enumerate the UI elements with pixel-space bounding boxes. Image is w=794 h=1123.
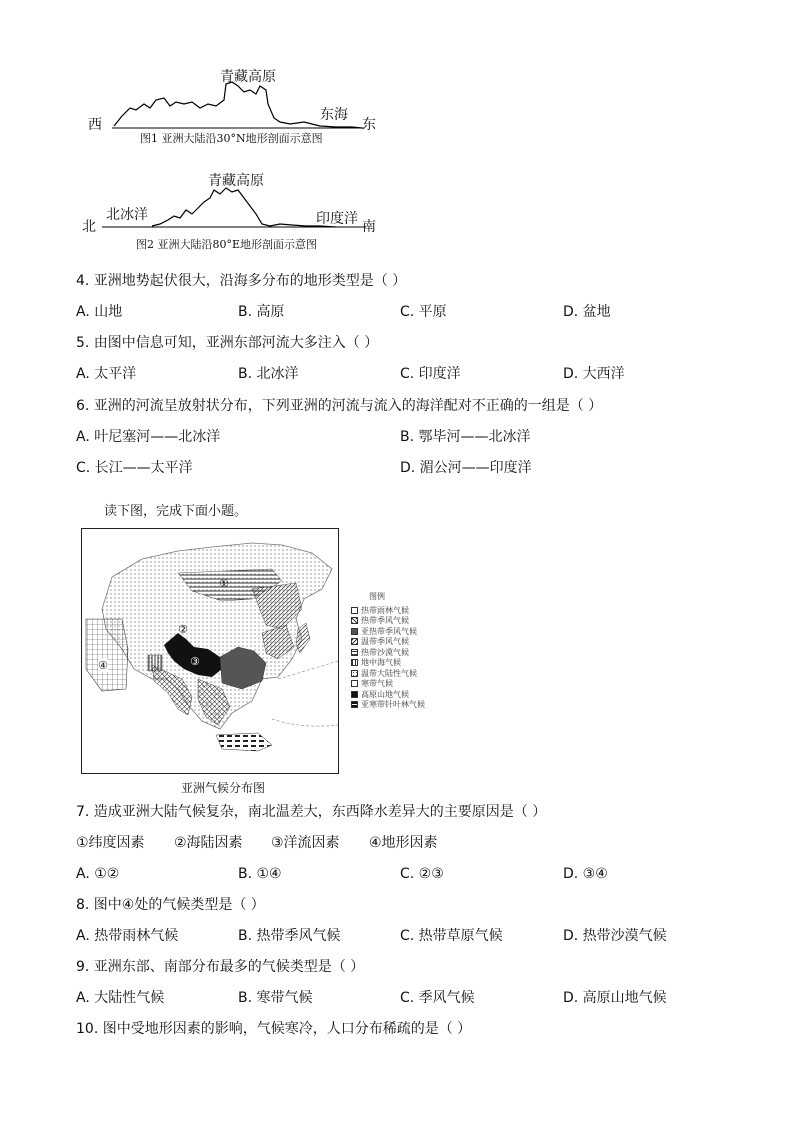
map-marker-2: ② xyxy=(178,623,188,636)
option-a: A. 叶尼塞河——北冰洋 xyxy=(76,429,221,445)
legend-swatch xyxy=(351,638,358,645)
legend-item: 温带大陆性气候 xyxy=(351,668,441,679)
option-c: C. 长江——太平洋 xyxy=(76,460,193,476)
option-a: A. ①② xyxy=(76,866,120,882)
legend-swatch xyxy=(351,670,358,677)
legend-item: 高原山地气候 xyxy=(351,689,441,700)
factor-4: ④地形因素 xyxy=(369,835,438,851)
option-d: D. 热带沙漠气候 xyxy=(563,928,667,944)
legend-item: 亚热带季风气候 xyxy=(351,626,441,637)
legend-item: 温带季风气候 xyxy=(351,637,441,648)
option-a: A. 太平洋 xyxy=(76,366,137,382)
map-marker-4: ④ xyxy=(98,659,108,672)
map-legend xyxy=(351,591,441,710)
map-intro: 读下图，完成下面小题。 xyxy=(104,504,248,519)
option-d: D. 盆地 xyxy=(563,304,611,320)
option-c: C. ②③ xyxy=(400,866,444,882)
option-b: B. 鄂毕河——北冰洋 xyxy=(400,429,531,445)
legend-item: 亚寒带针叶林气候 xyxy=(351,700,441,711)
option-d: D. 大西洋 xyxy=(563,366,625,382)
legend-swatch xyxy=(351,628,358,635)
profile-2-indian-label: 印度洋 xyxy=(316,211,358,227)
legend-item: 地中海气候 xyxy=(351,658,441,669)
profile-figure-2 xyxy=(80,170,384,254)
profile-1-peak-label: 青藏高原 xyxy=(220,69,276,85)
question-stem: 5. 由图中信息可知，亚洲东部河流大多注入（ ） xyxy=(76,335,379,351)
question-stem: 9. 亚洲东部、南部分布最多的气候类型是（ ） xyxy=(76,959,365,975)
legend-swatch xyxy=(351,680,358,687)
option-b: B. ①④ xyxy=(238,866,282,882)
factor-3: ③洋流因素 xyxy=(271,835,340,851)
map-marker-3: ③ xyxy=(190,655,200,668)
legend-item: 热带雨林气候 xyxy=(351,605,441,616)
climate-map xyxy=(81,528,339,774)
option-c: C. 季风气候 xyxy=(400,990,475,1006)
option-b: B. 高原 xyxy=(238,304,285,320)
legend-swatch xyxy=(351,649,358,656)
question-stem: 10. 图中受地形因素的影响，气候寒冷，人口分布稀疏的是（ ） xyxy=(76,1021,472,1037)
option-a: A. 大陆性气候 xyxy=(76,990,165,1006)
legend-swatch xyxy=(351,617,358,624)
profile-2-caption: 图2 亚洲大陆沿80°E地形剖面示意图 xyxy=(136,238,318,251)
option-c: C. 热带草原气候 xyxy=(400,928,503,944)
legend-item: 热带沙漠气候 xyxy=(351,647,441,658)
profile-2-north-label: 北 xyxy=(82,219,96,235)
legend-swatch xyxy=(351,607,358,614)
option-d: D. ③④ xyxy=(563,866,608,882)
profile-1-east-label: 东 xyxy=(362,117,376,133)
option-c: C. 平原 xyxy=(400,304,447,320)
legend-item: 寒带气候 xyxy=(351,679,441,690)
legend-item: 热带季风气候 xyxy=(351,616,441,627)
legend-swatch xyxy=(351,691,358,698)
profile-2-peak-label: 青藏高原 xyxy=(208,173,264,189)
legend-swatch xyxy=(351,659,358,666)
profile-2-arctic-label: 北冰洋 xyxy=(106,207,148,223)
question-stem: 8. 图中④处的气候类型是（ ） xyxy=(76,897,265,913)
map-marker-1: ① xyxy=(219,577,229,590)
profile-1-sea-label: 东海 xyxy=(320,107,348,123)
climate-map-drawing xyxy=(82,529,338,773)
option-d: D. 湄公河——印度洋 xyxy=(400,460,532,476)
question-stem: 7. 造成亚洲大陆气候复杂，南北温差大，东西降水差异大的主要原因是（ ） xyxy=(76,804,547,820)
option-b: B. 热带季风气候 xyxy=(238,928,341,944)
factor-1: ①纬度因素 xyxy=(76,835,145,851)
profile-figure-1 xyxy=(84,64,384,146)
option-a: A. 山地 xyxy=(76,304,123,320)
map-caption: 亚洲气候分布图 xyxy=(181,781,266,795)
question-stem: 4. 亚洲地势起伏很大，沿海多分布的地形类型是（ ） xyxy=(76,273,407,289)
profile-2-south-label: 南 xyxy=(362,219,376,235)
option-d: D. 高原山地气候 xyxy=(563,990,667,1006)
profile-1-caption: 图1 亚洲大陆沿30°N地形剖面示意图 xyxy=(140,132,323,145)
question-stem: 6. 亚洲的河流呈放射状分布，下列亚洲的河流与流入的海洋配对不正确的一组是（ ） xyxy=(76,398,603,414)
option-a: A. 热带雨林气候 xyxy=(76,928,179,944)
factor-2: ②海陆因素 xyxy=(174,835,243,851)
option-b: B. 寒带气候 xyxy=(238,990,313,1006)
profile-1-west-label: 西 xyxy=(88,117,102,133)
legend-title: 图例 xyxy=(369,592,385,601)
option-b: B. 北冰洋 xyxy=(238,366,299,382)
option-c: C. 印度洋 xyxy=(400,366,461,382)
legend-swatch xyxy=(351,701,358,708)
